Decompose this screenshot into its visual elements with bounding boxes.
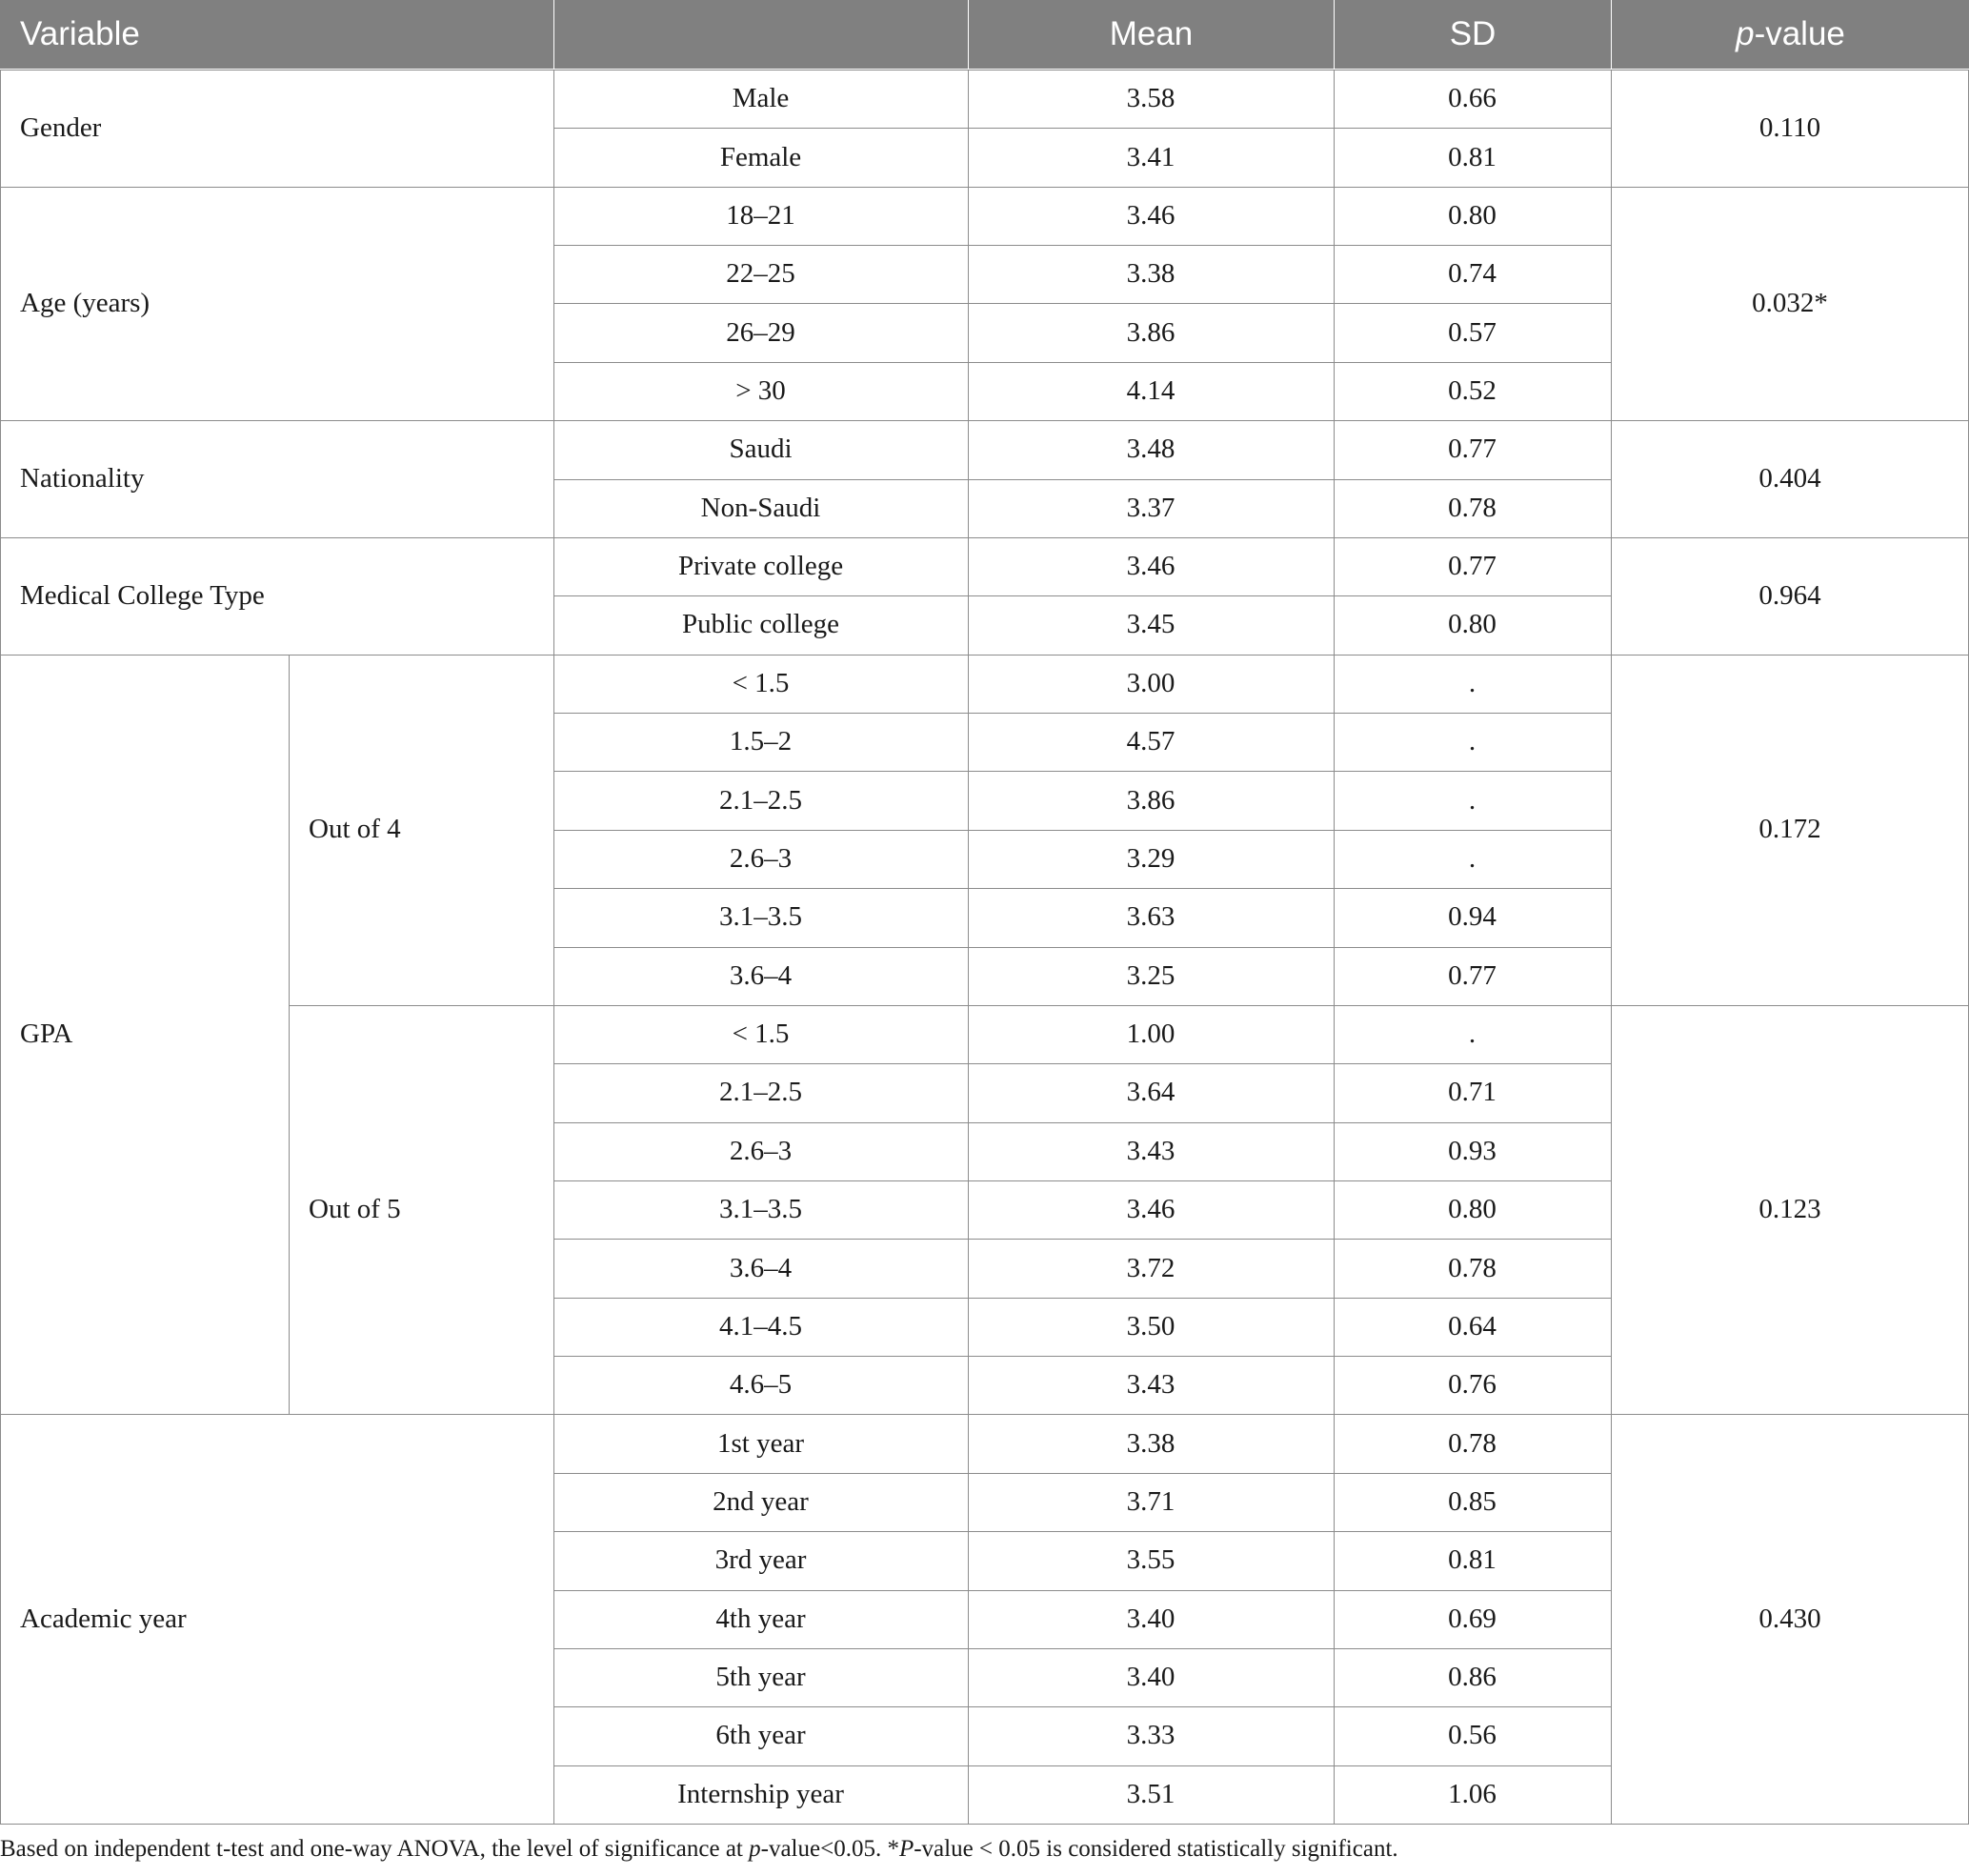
header-mean: Mean <box>968 0 1334 69</box>
category-cell: 2nd year <box>713 1485 809 1517</box>
variable-label: Nationality <box>20 463 145 494</box>
sd-cell: 0.78 <box>1448 1252 1497 1283</box>
grid-vline <box>553 70 554 1824</box>
p-value-cell: 0.110 <box>1758 111 1821 143</box>
grid-hline <box>553 479 1611 480</box>
table-footnote <box>0 1836 1969 1863</box>
p-value-cell: 0.404 <box>1758 463 1821 494</box>
grid-hline <box>553 1356 1611 1357</box>
mean-cell: 3.37 <box>1126 492 1175 523</box>
footnote-p-italic-2: P <box>898 1836 914 1862</box>
category-cell: 3.1–3.5 <box>719 1194 802 1225</box>
p-value-cell: 0.032* <box>1752 287 1828 318</box>
mean-cell: 3.38 <box>1126 258 1175 290</box>
sd-cell: 0.81 <box>1448 1544 1497 1576</box>
grid-hline <box>553 1648 1611 1649</box>
category-cell: 4.6–5 <box>729 1369 793 1401</box>
mean-cell: 3.33 <box>1126 1720 1175 1751</box>
sd-cell: . <box>1468 784 1477 816</box>
grid-hline <box>0 1414 1969 1415</box>
mean-cell: 3.46 <box>1126 1194 1175 1225</box>
header-p-italic: p <box>1736 15 1755 52</box>
sd-cell: 0.74 <box>1448 258 1497 290</box>
sd-cell: 0.76 <box>1448 1369 1497 1401</box>
variable-label: Age (years) <box>20 287 151 318</box>
mean-cell: 3.43 <box>1126 1135 1175 1166</box>
mean-cell: 1.00 <box>1126 1019 1175 1050</box>
sd-cell: 0.52 <box>1448 375 1497 406</box>
grid-hline <box>553 362 1611 363</box>
grid-hline <box>553 1180 1611 1181</box>
category-cell: Male <box>732 83 790 114</box>
footnote-text-3: -value < 0.05 is considered statistically significant. <box>914 1836 1398 1862</box>
mean-cell: 3.41 <box>1126 141 1175 172</box>
mean-cell: 4.14 <box>1126 375 1175 406</box>
mean-cell: 3.40 <box>1126 1603 1175 1634</box>
grid-hline <box>553 1063 1611 1064</box>
sd-cell: 0.78 <box>1448 492 1497 523</box>
grid-vline <box>1968 70 1969 1824</box>
mean-cell: 3.86 <box>1126 316 1175 348</box>
grid-hline <box>553 947 1611 948</box>
category-cell: Internship year <box>677 1778 844 1809</box>
grid-hline <box>553 830 1611 831</box>
category-cell: 4.1–4.5 <box>719 1310 802 1341</box>
grid-hline <box>553 1239 1611 1240</box>
category-cell: 2.1–2.5 <box>719 784 802 816</box>
grid-hline <box>553 771 1611 772</box>
category-cell: Public college <box>681 609 840 640</box>
mean-cell: 3.71 <box>1126 1485 1175 1517</box>
footnote-text-1: Based on independent t-test and one-way ANOVA, the level of significance at <box>0 1836 750 1862</box>
grid-hline <box>553 1706 1611 1707</box>
mean-cell: 3.50 <box>1126 1310 1175 1341</box>
category-cell: 2.6–3 <box>729 842 793 874</box>
mean-cell: 3.43 <box>1126 1369 1175 1401</box>
sd-cell: 0.80 <box>1448 609 1497 640</box>
grid-hline <box>553 1122 1611 1123</box>
grid-vline <box>1334 70 1335 1824</box>
variable-label: Academic year <box>20 1603 187 1634</box>
category-cell: 3rd year <box>714 1544 807 1576</box>
category-cell: 6th year <box>715 1720 806 1751</box>
sd-cell: 0.64 <box>1448 1310 1497 1341</box>
mean-cell: 3.58 <box>1126 83 1175 114</box>
sd-cell: 0.78 <box>1448 1427 1497 1459</box>
category-cell: 5th year <box>715 1662 806 1693</box>
grid-hline <box>0 187 1969 188</box>
grid-hline <box>553 713 1611 714</box>
grid-hline <box>553 303 1611 304</box>
grid-hline <box>553 128 1611 129</box>
category-cell: 1st year <box>717 1427 804 1459</box>
grid-hline <box>0 420 1969 421</box>
grid-vline <box>289 655 290 1415</box>
mean-cell: 3.45 <box>1126 609 1175 640</box>
header-sd: SD <box>1334 0 1611 69</box>
grid-hline <box>553 595 1611 596</box>
mean-cell: 3.46 <box>1126 551 1175 582</box>
category-cell: 18–21 <box>726 199 795 231</box>
sd-cell: 1.06 <box>1448 1778 1497 1809</box>
p-value-cell: 0.172 <box>1758 814 1821 845</box>
subgroup-label: Out of 4 <box>309 814 401 845</box>
category-cell: 3.6–4 <box>729 959 793 991</box>
mean-cell: 3.86 <box>1126 784 1175 816</box>
sd-cell: 0.77 <box>1448 551 1497 582</box>
grid-hline <box>553 1298 1611 1299</box>
category-cell: 3.6–4 <box>729 1252 793 1283</box>
mean-cell: 3.46 <box>1126 199 1175 231</box>
footnote-p-italic-1: p <box>749 1836 761 1862</box>
sd-cell: 0.56 <box>1448 1720 1497 1751</box>
grid-vline <box>968 70 969 1824</box>
p-value-cell: 0.123 <box>1758 1194 1821 1225</box>
sd-cell: . <box>1468 667 1477 698</box>
sd-cell: 0.57 <box>1448 316 1497 348</box>
sd-cell: 0.77 <box>1448 434 1497 465</box>
mean-cell: 4.57 <box>1126 726 1175 757</box>
sd-cell: 0.93 <box>1448 1135 1497 1166</box>
grid-hline <box>553 1765 1611 1766</box>
category-cell: 22–25 <box>726 258 795 290</box>
category-cell: 3.1–3.5 <box>719 901 802 933</box>
category-cell: > 30 <box>735 375 786 406</box>
grid-hline <box>553 1531 1611 1532</box>
mean-cell: 3.40 <box>1126 1662 1175 1693</box>
subgroup-label: Out of 5 <box>309 1194 401 1225</box>
variable-label: Gender <box>20 111 102 143</box>
mean-cell: 3.72 <box>1126 1252 1175 1283</box>
p-value-cell: 0.430 <box>1758 1603 1821 1634</box>
grid-hline <box>289 1005 1969 1006</box>
sd-cell: 0.71 <box>1448 1077 1497 1108</box>
category-cell: 26–29 <box>726 316 795 348</box>
grid-hline <box>0 655 1969 656</box>
grid-hline <box>553 888 1611 889</box>
category-cell: < 1.5 <box>732 1019 790 1050</box>
grid-hline <box>553 1590 1611 1591</box>
header-p-rest: -value <box>1754 15 1845 52</box>
category-cell: 2.6–3 <box>729 1135 793 1166</box>
category-cell: Non-Saudi <box>700 492 821 523</box>
sd-cell: 0.77 <box>1448 959 1497 991</box>
variable-label: Medical College Type <box>20 579 265 611</box>
category-cell: Saudi <box>729 434 793 465</box>
header-category <box>553 0 968 69</box>
category-cell: < 1.5 <box>732 667 790 698</box>
sd-cell: 0.66 <box>1448 83 1497 114</box>
sd-cell: 0.80 <box>1448 199 1497 231</box>
sd-cell: . <box>1468 726 1477 757</box>
grid-hline <box>553 245 1611 246</box>
category-cell: Private college <box>677 551 844 582</box>
sd-cell: . <box>1468 1019 1477 1050</box>
mean-cell: 3.55 <box>1126 1544 1175 1576</box>
sd-cell: 0.85 <box>1448 1485 1497 1517</box>
mean-cell: 3.00 <box>1126 667 1175 698</box>
p-value-cell: 0.964 <box>1758 579 1821 611</box>
variable-label: GPA <box>20 1019 73 1050</box>
header-variable: Variable <box>0 0 553 69</box>
category-cell: Female <box>719 141 802 172</box>
footnote-text-2: -value<0.05. * <box>760 1836 899 1862</box>
mean-cell: 3.51 <box>1126 1778 1175 1809</box>
grid-vline <box>0 70 1 1824</box>
mean-cell: 3.63 <box>1126 901 1175 933</box>
grid-hline <box>553 1473 1611 1474</box>
mean-cell: 3.29 <box>1126 842 1175 874</box>
sd-cell: . <box>1468 842 1477 874</box>
category-cell: 4th year <box>715 1603 806 1634</box>
sd-cell: 0.86 <box>1448 1662 1497 1693</box>
grid-hline <box>0 537 1969 538</box>
category-cell: 1.5–2 <box>729 726 793 757</box>
mean-cell: 3.64 <box>1126 1077 1175 1108</box>
category-cell: 2.1–2.5 <box>719 1077 802 1108</box>
header-p-value <box>1611 0 1969 69</box>
sd-cell: 0.80 <box>1448 1194 1497 1225</box>
mean-cell: 3.48 <box>1126 434 1175 465</box>
grid-vline <box>1611 70 1612 1824</box>
grid-hline <box>0 70 1969 71</box>
sd-cell: 0.69 <box>1448 1603 1497 1634</box>
mean-cell: 3.38 <box>1126 1427 1175 1459</box>
sd-cell: 0.81 <box>1448 141 1497 172</box>
grid-hline <box>0 1824 1969 1825</box>
sd-cell: 0.94 <box>1448 901 1497 933</box>
mean-cell: 3.25 <box>1126 959 1175 991</box>
